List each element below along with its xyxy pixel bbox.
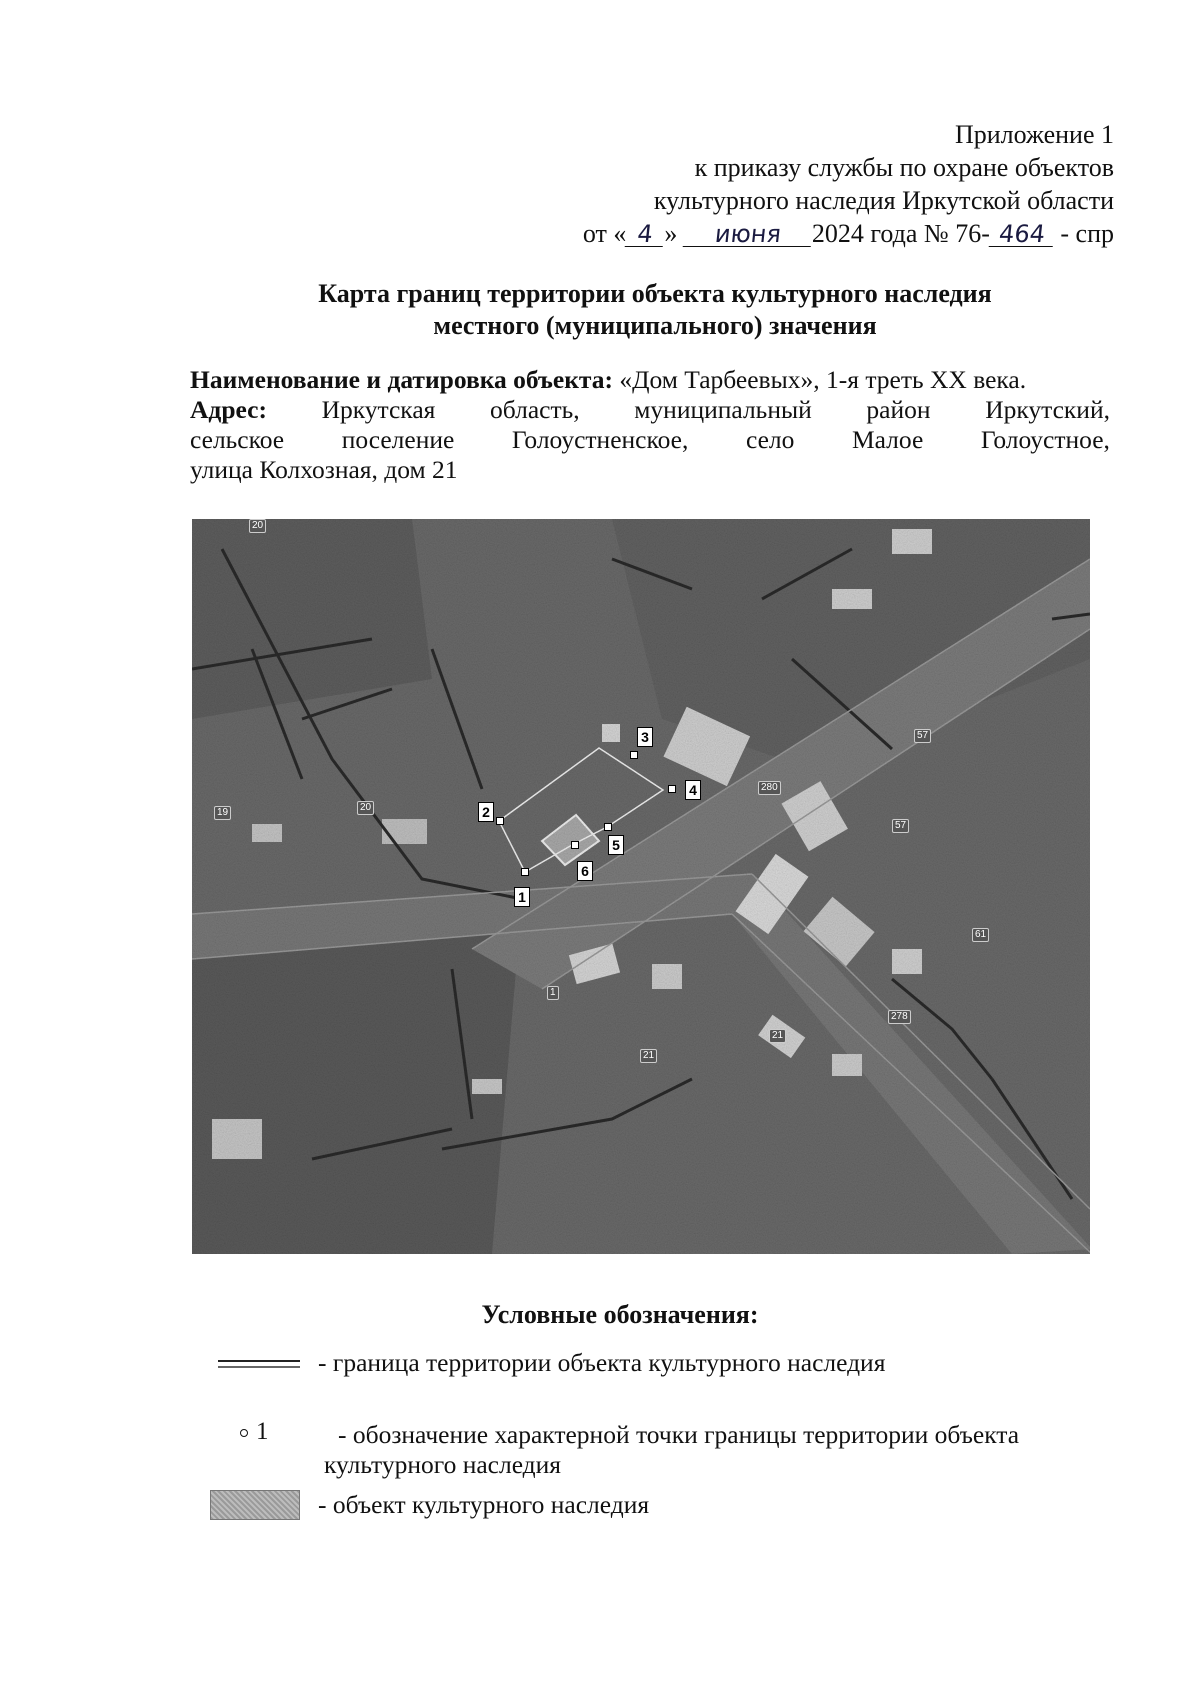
legend-point-number: 1 [256, 1418, 269, 1445]
legend-object-text: - объект культурного наследия [318, 1490, 650, 1519]
address-block [190, 395, 1110, 485]
from-prefix: от « [582, 219, 627, 248]
address-label: Адрес: [190, 395, 267, 424]
parcel-label: 19 [214, 806, 231, 820]
parcel-label: 21 [640, 1049, 657, 1063]
address-word: Малое [851, 425, 924, 454]
name-label: Наименование и датировка объекта: [190, 365, 613, 394]
boundary-point-marker [496, 817, 504, 825]
appendix-header [583, 118, 1114, 250]
order-suffix: - спр [1053, 219, 1114, 248]
parcel-label: 57 [914, 729, 931, 743]
boundary-point-marker [521, 868, 529, 876]
legend-boundary-text: - граница территории объекта культурного наследия [318, 1348, 886, 1377]
boundary-point-label-4: 4 [685, 780, 701, 800]
address-word: Иркутский, [985, 395, 1110, 424]
address-word: область, [490, 395, 580, 424]
parcel-label: 20 [357, 801, 374, 815]
legend-object-symbol [210, 1490, 300, 1520]
parcel-label: 61 [972, 928, 989, 942]
order-date-line [583, 217, 1114, 250]
appendix-line-3: культурного наследия Иркутской области [653, 186, 1114, 215]
address-word: сельское [190, 425, 285, 454]
title-line-2: местного (муниципального) значения [433, 311, 877, 340]
boundary-point-label-3: 3 [637, 727, 653, 747]
object-name-row [190, 365, 1110, 395]
address-word: муниципальный [634, 395, 812, 424]
legend-point-text-1: - обозначение характерной точки границы территории объекта [338, 1420, 1020, 1449]
map-imagery [192, 519, 1090, 1254]
parcel-label: 278 [888, 1010, 911, 1024]
boundary-point-marker [630, 751, 638, 759]
handwritten-number: 464 [989, 222, 1056, 247]
legend-point-text-2: культурного наследия [324, 1450, 562, 1479]
name-value: «Дом Тарбеевых», 1-я треть XX века. [612, 365, 1027, 394]
address-word: Голоустненское, [511, 425, 689, 454]
boundary-point-label-1: 1 [514, 887, 530, 907]
handwritten-day: 4 [625, 222, 666, 247]
parcel-label: 57 [892, 819, 909, 833]
legend-title: Условные обозначения: [481, 1300, 759, 1329]
address-word: Иркутская [321, 395, 436, 424]
address-row-3: улица Колхозная, дом 21 [190, 455, 458, 484]
address-word: поселение [341, 425, 455, 454]
legend-boundary-symbol [218, 1360, 300, 1368]
document-title [0, 278, 1200, 342]
address-row-2 [190, 425, 1110, 455]
boundary-point-label-6: 6 [577, 861, 593, 881]
satellite-map [192, 519, 1090, 1254]
legend-point-symbol [240, 1418, 269, 1446]
appendix-line-1: Приложение 1 [954, 120, 1114, 149]
parcel-label: 20 [249, 519, 266, 533]
parcel-label: 280 [758, 781, 781, 795]
address-row-1 [190, 395, 1110, 425]
boundary-point-marker [668, 785, 676, 793]
boundary-point-label-5: 5 [608, 835, 624, 855]
handwritten-month: июня [683, 222, 814, 247]
boundary-point-marker [571, 841, 579, 849]
address-word: Голоустное, [980, 425, 1110, 454]
point-circle-icon [240, 1429, 248, 1437]
object-info [190, 365, 1110, 485]
quote-close: » [664, 219, 678, 248]
address-word: район [866, 395, 931, 424]
parcel-label: 1 [547, 986, 559, 1000]
boundary-point-marker [604, 823, 612, 831]
boundary-point-label-2: 2 [478, 802, 494, 822]
appendix-line-2: к приказу службы по охране объектов [694, 153, 1114, 182]
address-word: село [745, 425, 795, 454]
title-line-1: Карта границ территории объекта культурного наследия [318, 279, 992, 308]
parcel-label: 21 [769, 1029, 786, 1043]
year-text: 2024 года № 76- [811, 219, 990, 248]
